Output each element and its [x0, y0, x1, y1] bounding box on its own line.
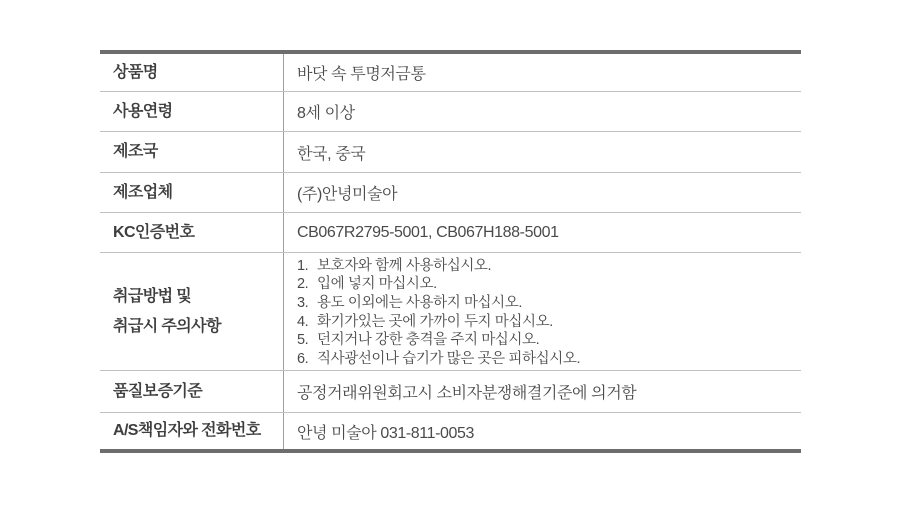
handling-label-line2: 취급시 주의사항 — [113, 317, 221, 335]
table-row-handling-precautions — [100, 253, 801, 371]
precaution-number: 5. — [297, 332, 309, 349]
precaution-number: 4. — [297, 313, 309, 330]
row-value-warranty-standard: 공정거래위원회고시 소비자분쟁해결기준에 의거함 — [297, 385, 637, 402]
table-row-manufacturer — [100, 173, 801, 213]
precaution-text: 보호자와 함께 사용하십시오. — [317, 257, 492, 274]
precaution-text: 용도 이외에는 사용하지 마십시오. — [317, 294, 523, 311]
row-label-country: 제조국 — [100, 132, 284, 172]
row-value-country: 한국, 중국 — [297, 145, 366, 163]
row-label-kc-cert-number: KC인증번호 — [100, 213, 284, 252]
precaution-text: 던지거나 강한 충격을 주지 마십시오. — [317, 332, 540, 349]
row-value-manufacturer: (주)안녕미술아 — [297, 186, 398, 203]
handling-label-line1: 취급방법 및 — [113, 287, 192, 305]
table-row-warranty-standard — [100, 371, 801, 413]
product-spec-table — [100, 50, 801, 453]
row-label-warranty-standard: 품질보증기준 — [100, 371, 284, 412]
row-label-as-contact: A/S책임자와 전화번호 — [100, 413, 284, 449]
precaution-item — [297, 331, 793, 350]
row-value-kc-cert-number: CB067R2795-5001, CB067H188-5001 — [297, 223, 559, 241]
row-value-product-name: 바닷 속 투명저금통 — [297, 66, 426, 83]
row-label-handling-precautions — [100, 253, 284, 370]
precaution-item — [297, 257, 793, 276]
table-row-product-name — [100, 54, 801, 92]
precaution-list — [297, 257, 793, 369]
table-row-country — [100, 132, 801, 173]
row-label-usage-age: 사용연령 — [100, 92, 284, 131]
precaution-text: 직사광선이나 습기가 많은 곳은 피하십시오. — [317, 350, 581, 367]
precaution-number: 2. — [297, 276, 309, 293]
precaution-number: 6. — [297, 350, 309, 367]
precaution-item — [297, 275, 793, 294]
table-row-usage-age — [100, 92, 801, 132]
row-value-as-contact: 안녕 미술아 031-811-0053 — [297, 424, 475, 442]
table-row-kc-cert-number — [100, 213, 801, 253]
precaution-item — [297, 294, 793, 313]
precaution-number: 1. — [297, 257, 309, 274]
table-row-as-contact — [100, 413, 801, 449]
row-value-usage-age: 8세 이상 — [297, 105, 355, 122]
precaution-text: 입에 넣지 마십시오. — [317, 276, 437, 293]
row-label-manufacturer: 제조업체 — [100, 173, 284, 212]
row-label-product-name: 상품명 — [100, 54, 284, 91]
precaution-item — [297, 313, 793, 332]
row-value-handling-precautions — [284, 253, 801, 370]
precaution-text: 화기가있는 곳에 가까이 두지 마십시오. — [317, 313, 553, 330]
precaution-number: 3. — [297, 294, 309, 311]
precaution-item — [297, 350, 793, 369]
